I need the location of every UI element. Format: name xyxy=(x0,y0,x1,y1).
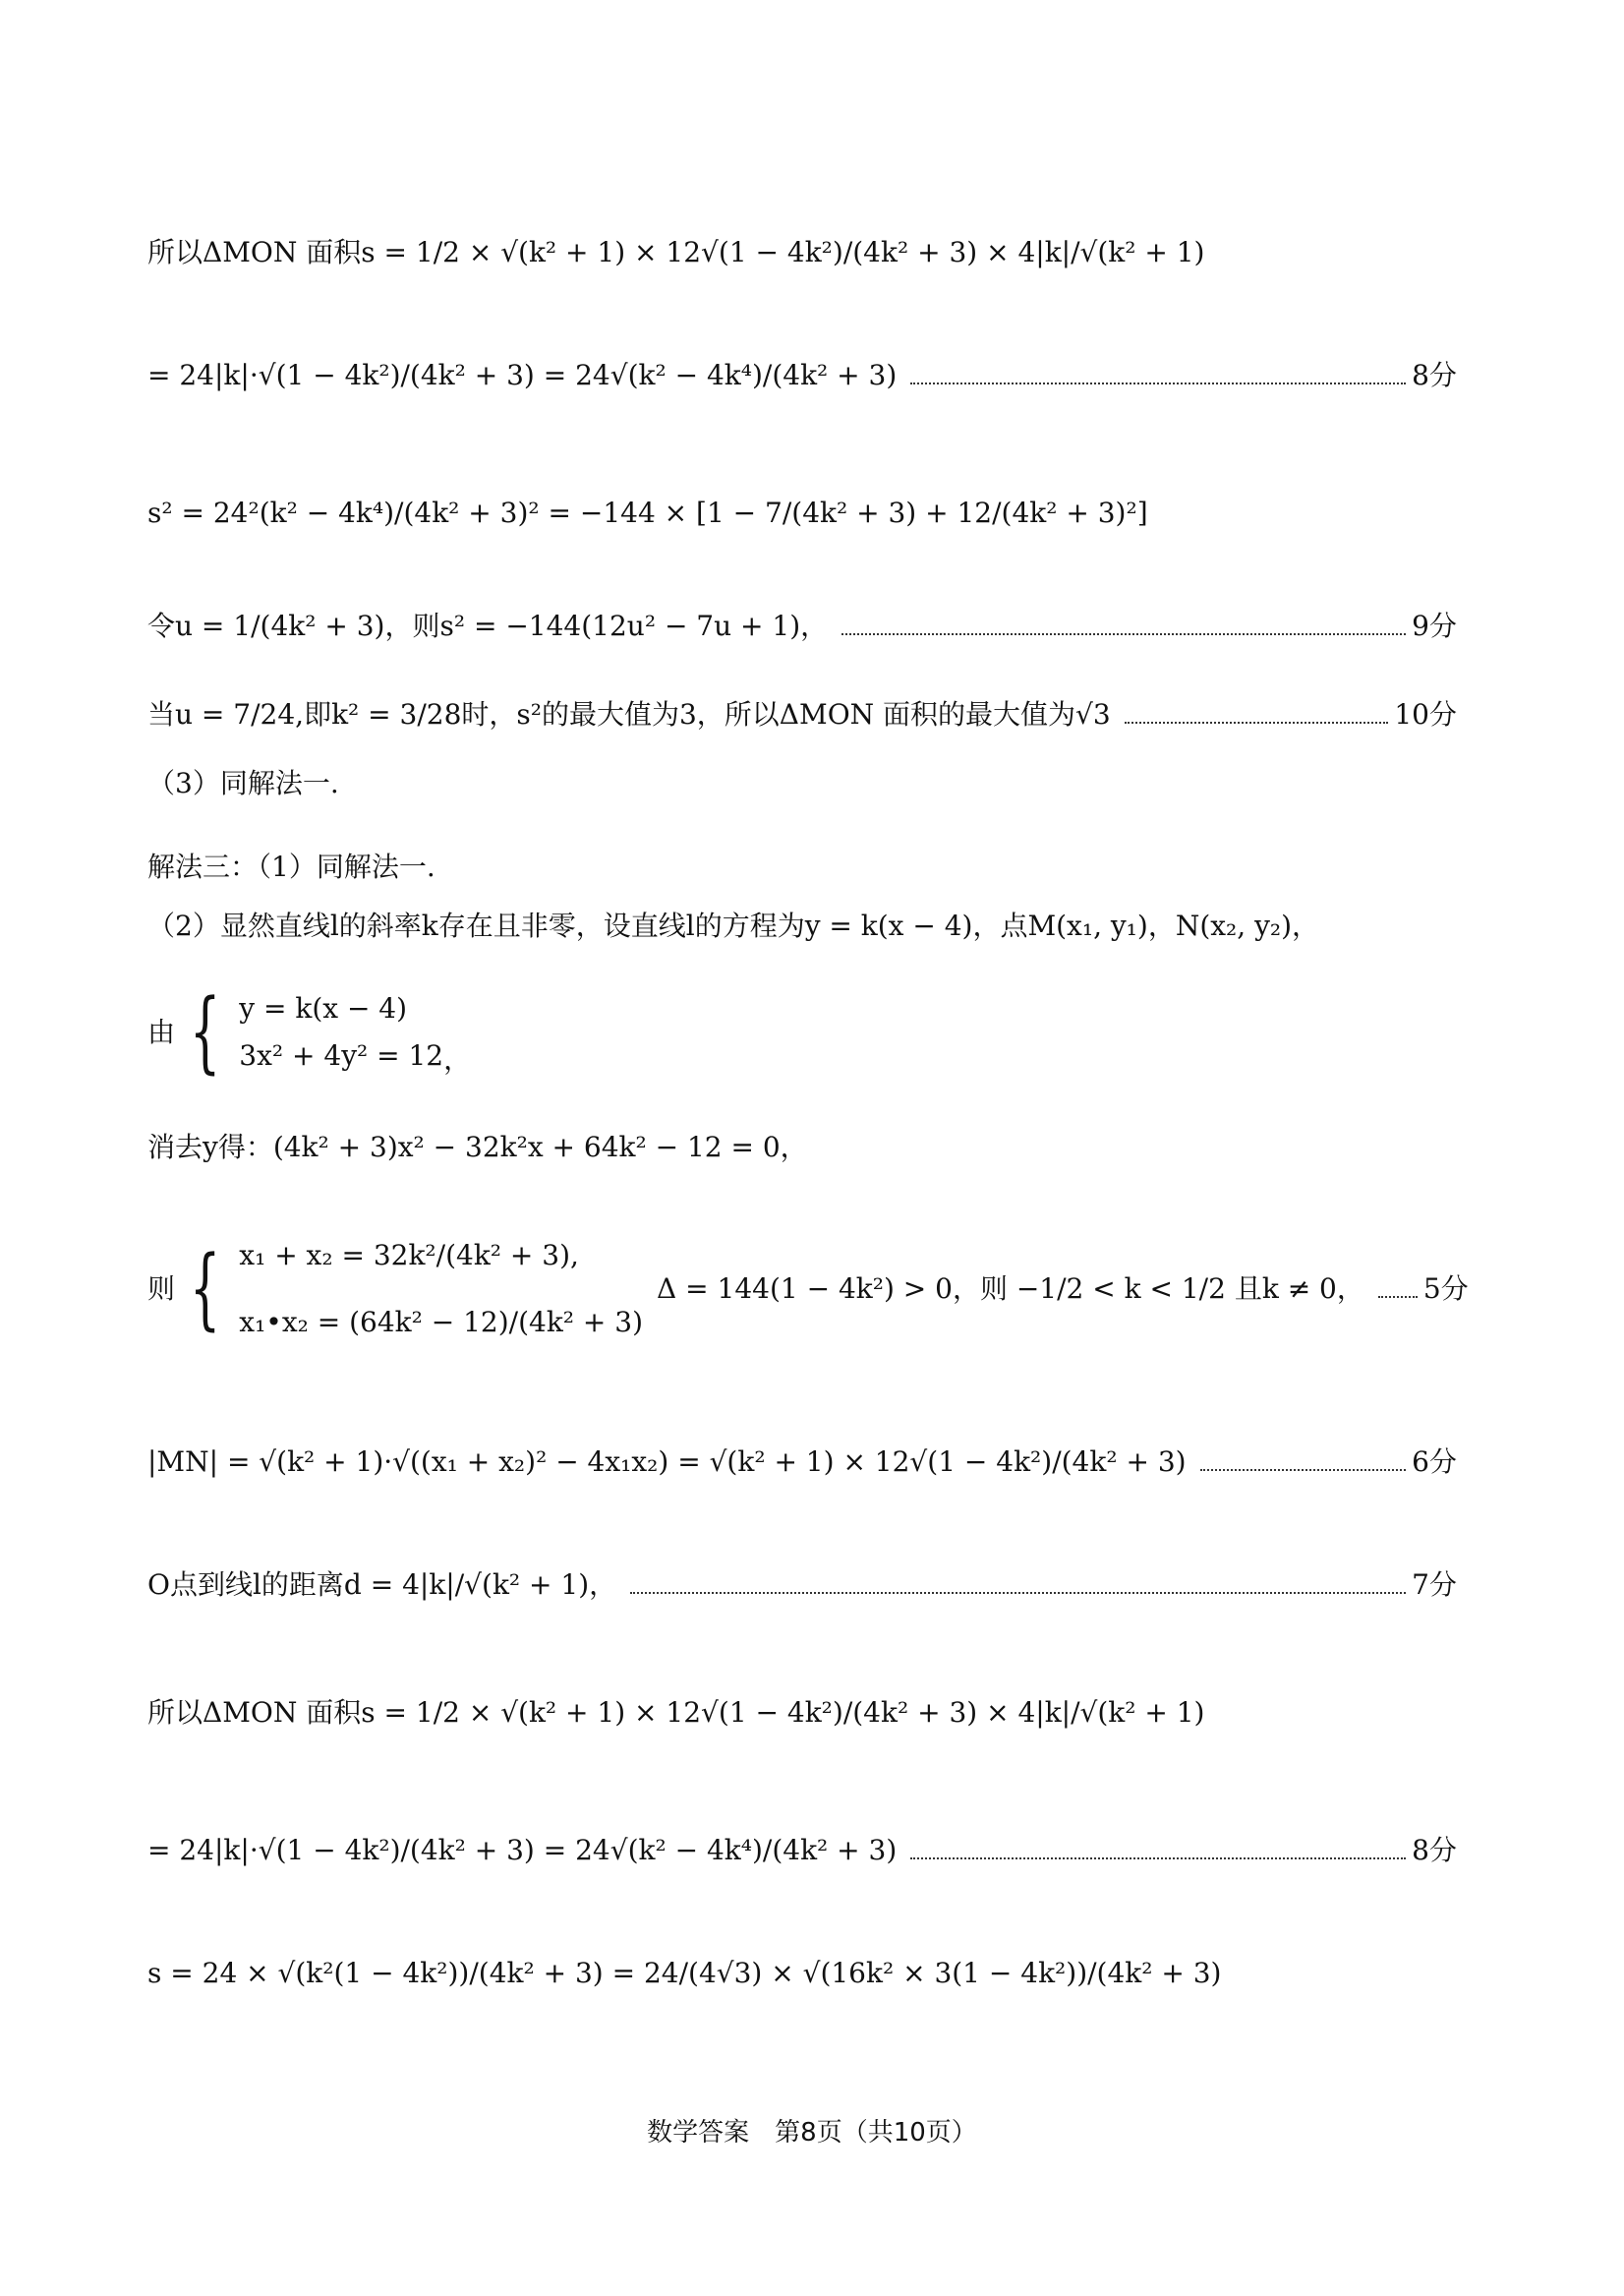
part2-setup-text: （2）显然直线l的斜率k存在且非零，设直线l的方程为y = k(x − 4)，点M(x₁, y₁)，N(x₂, y₂)， xyxy=(147,910,1320,942)
score-label: 8分 xyxy=(1412,1834,1457,1866)
score-label: 8分 xyxy=(1412,359,1457,391)
chord-length-line xyxy=(147,1445,1457,1479)
maximum-line xyxy=(147,698,1457,732)
area-formula-text: 所以ΔMON 面积s = 1/2 × √(k² + 1) × 12√(1 − 4k²)/(4k² + 3) × 4|k|/√(k² + 1) xyxy=(147,236,1205,268)
system-prefix: 由 xyxy=(147,1016,176,1049)
area-simplified-line-2 xyxy=(147,1834,1457,1867)
score-label: 6分 xyxy=(1412,1445,1457,1478)
brace-icon: { xyxy=(189,1236,221,1340)
system-row-2: 3x² + 4y² = 12 xyxy=(239,1039,444,1072)
score-label: 5分 xyxy=(1422,1271,1469,1305)
system-row-1: y = k(x − 4) xyxy=(239,992,408,1026)
vieta-product: x₁•x₂ = (64k² − 12)/(4k² + 3) xyxy=(239,1305,644,1338)
eliminate-y-line xyxy=(147,1131,1457,1164)
leader-dots xyxy=(1125,722,1389,724)
area-formula-text: 所以ΔMON 面积s = 1/2 × √(k² + 1) × 12√(1 − 4k²)/(4k² + 3) × 4|k|/√(k² + 1) xyxy=(147,1696,1205,1729)
chord-length-text: |MN| = √(k² + 1)·√((x₁ + x₂)² − 4x₁x₂) = √(k² + 1) × 12√(1 − 4k²)/(4k² + 3) xyxy=(147,1445,1187,1478)
score-label: 9分 xyxy=(1412,610,1457,642)
substitution-line xyxy=(147,610,1457,643)
leader-dots xyxy=(1200,1469,1407,1471)
part3-text: （3）同解法一. xyxy=(147,767,339,799)
area-formula-line-1 xyxy=(147,236,1457,269)
s-squared-text: s² = 24²(k² − 4k⁴)/(4k² + 3)² = −144 × [1 − 7/(4k² + 3) + 12/(4k² + 3)²] xyxy=(147,497,1148,529)
leader-dots xyxy=(1378,1296,1418,1298)
distance-line xyxy=(147,1568,1457,1602)
s-rewrite-text: s = 24 × √(k²(1 − 4k²))/(4k² + 3) = 24/(4√3) × √(16k² × 3(1 − 4k²))/(4k² + 3) xyxy=(147,1957,1222,1989)
part2-setup-line xyxy=(147,910,1457,943)
vieta-prefix: 则 xyxy=(147,1271,176,1305)
leader-dots xyxy=(841,633,1406,635)
s-squared-line xyxy=(147,497,1457,530)
leader-dots xyxy=(630,1592,1406,1594)
area-simplified-text: = 24|k|·√(1 − 4k²)/(4k² + 3) = 24√(k² − 4k⁴)/(4k² + 3) xyxy=(147,359,898,391)
score-label: 7分 xyxy=(1412,1568,1457,1601)
distance-text: O点到线l的距离d = 4|k|/√(k² + 1)， xyxy=(147,1568,617,1601)
area-formula-line-2 xyxy=(147,1696,1457,1730)
system-suffix: ， xyxy=(443,1043,472,1077)
method3-heading xyxy=(147,851,1457,884)
maximum-text: 当u = 7/24,即k² = 3/28时，s²的最大值为3，所以ΔMON 面积的最大值为√3 xyxy=(147,698,1111,731)
vieta-system xyxy=(175,1236,644,1340)
s-rewrite-line xyxy=(147,1957,1457,1990)
page-footer: 数学答案 第8页（共10页） xyxy=(647,2118,977,2148)
part3-line xyxy=(147,767,1457,800)
substitution-text: 令u = 1/(4k² + 3)，则s² = −144(12u² − 7u + 1)， xyxy=(147,610,829,642)
vieta-sum: x₁ + x₂ = 32k²/(4k² + 3), xyxy=(239,1239,579,1271)
area-simplified-line-1 xyxy=(147,359,1457,392)
method3-heading-text: 解法三：（1）同解法一. xyxy=(147,851,435,883)
brace-icon: { xyxy=(189,980,221,1084)
leader-dots xyxy=(910,383,1406,384)
score-label: 10分 xyxy=(1394,698,1457,731)
leader-dots xyxy=(910,1857,1406,1859)
area-simplified-text: = 24|k|·√(1 − 4k²)/(4k² + 3) = 24√(k² − 4k⁴)/(4k² + 3) xyxy=(147,1834,898,1866)
equation-system xyxy=(175,980,444,1084)
discriminant-text: Δ = 144(1 − 4k²) > 0，则 −1/2 < k < 1/2 且k ≠ 0， xyxy=(657,1271,1364,1305)
system-equation xyxy=(147,980,1457,1084)
eliminate-y-text: 消去y得：(4k² + 3)x² − 32k²x + 64k² − 12 = 0， xyxy=(147,1131,808,1163)
vieta-line xyxy=(147,1236,1469,1340)
